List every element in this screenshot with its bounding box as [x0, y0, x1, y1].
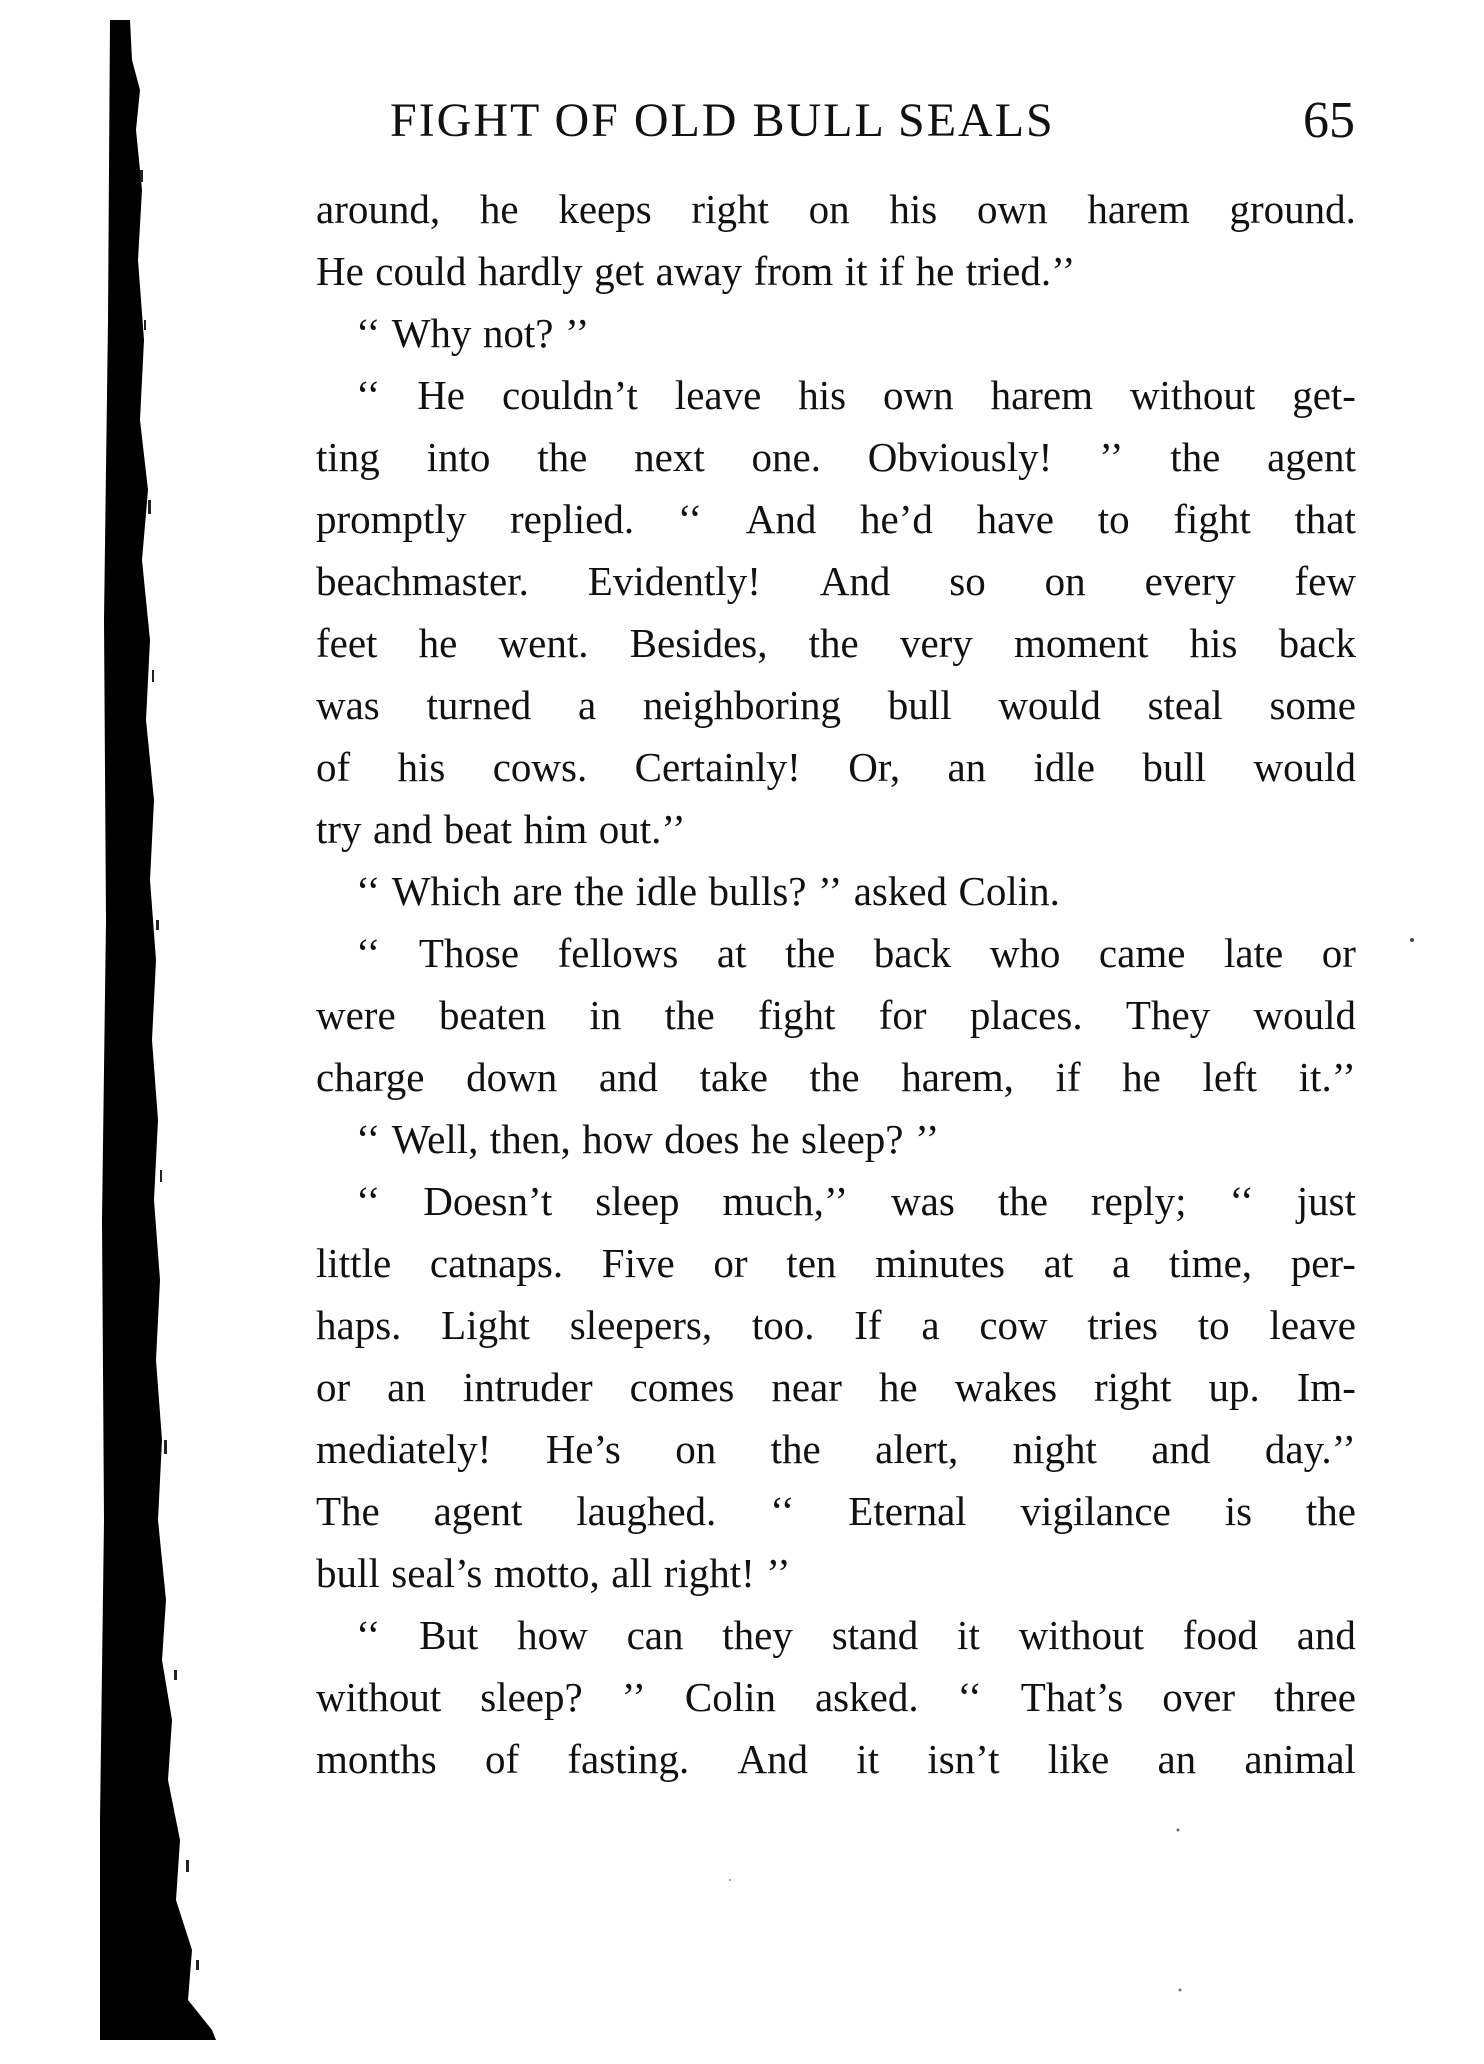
word: a: [921, 1302, 940, 1348]
word: would: [998, 682, 1101, 728]
word: could: [375, 248, 467, 294]
word: the: [664, 992, 715, 1038]
word: he: [915, 248, 955, 294]
word: ’’: [914, 1116, 940, 1162]
text-line: [316, 612, 1356, 674]
word: away: [655, 248, 743, 294]
word: he: [878, 1364, 918, 1410]
word: ’’: [817, 868, 843, 914]
word: Im-: [1296, 1364, 1356, 1410]
word: on: [1044, 558, 1086, 604]
word: it.’’: [1298, 1054, 1356, 1100]
word: idle: [1033, 744, 1095, 790]
word: Or,: [848, 744, 901, 790]
text-line: [316, 1294, 1356, 1356]
word: And: [745, 496, 817, 542]
word: an: [387, 1364, 426, 1410]
word: the: [1305, 1488, 1356, 1534]
word: just: [1296, 1178, 1356, 1224]
word: Obviously!: [867, 434, 1053, 480]
word: Evidently!: [587, 558, 761, 604]
word: But: [419, 1612, 479, 1658]
word: asked: [853, 868, 948, 914]
word: how: [582, 1116, 653, 1162]
word: He’s: [545, 1426, 621, 1472]
word: Eternal: [848, 1488, 967, 1534]
word: day.’’: [1264, 1426, 1356, 1472]
word: and: [1296, 1612, 1356, 1658]
word: beaten: [439, 992, 546, 1038]
text-line: [316, 1232, 1356, 1294]
word: too.: [751, 1302, 815, 1348]
word: like: [1047, 1736, 1110, 1782]
text-line: [316, 1728, 1356, 1790]
word: ‘‘: [356, 310, 381, 356]
word: an: [947, 744, 987, 790]
word: late: [1223, 930, 1284, 976]
word: and: [598, 1054, 659, 1100]
word: of: [484, 1736, 520, 1782]
word: without: [1129, 372, 1256, 418]
word: he: [1122, 1054, 1161, 1100]
word: at: [1043, 1240, 1074, 1286]
word: how: [517, 1612, 588, 1658]
running-head: FIGHT OF OLD BULL SEALS: [390, 94, 1055, 147]
word: food: [1182, 1612, 1258, 1658]
word: fellows: [557, 930, 679, 976]
word: They: [1125, 992, 1211, 1038]
word: Those: [418, 930, 520, 976]
word: ‘‘: [356, 930, 381, 976]
text-line: [316, 240, 1356, 302]
word: or: [713, 1240, 748, 1286]
word: on: [808, 186, 850, 232]
word: Besides,: [629, 620, 768, 666]
word: he: [418, 620, 458, 666]
word: ’’: [564, 310, 590, 356]
word: get: [594, 248, 645, 294]
word: ’’: [1099, 434, 1124, 480]
word: for: [878, 992, 927, 1038]
word: leave: [1269, 1302, 1356, 1348]
word: if: [879, 248, 905, 294]
word: was: [316, 682, 380, 728]
word: couldn’t: [501, 372, 638, 418]
word: keeps: [558, 186, 652, 232]
word: intruder: [462, 1364, 593, 1410]
word: and: [1151, 1426, 1211, 1472]
word: the: [809, 1054, 860, 1100]
word: harem,: [901, 1054, 1014, 1100]
word: right: [1094, 1364, 1172, 1410]
word: fight: [757, 992, 836, 1038]
word: Colin: [684, 1674, 777, 1720]
word: little: [316, 1240, 392, 1286]
word: ting: [316, 434, 380, 480]
word: his: [889, 186, 938, 232]
word: he: [479, 186, 519, 232]
word: reply;: [1090, 1178, 1187, 1224]
text-line: [316, 1666, 1356, 1728]
word: it: [856, 1736, 880, 1782]
word: they: [722, 1612, 793, 1658]
page-number: 65: [1303, 92, 1355, 149]
text-line: [316, 178, 1356, 240]
word: so: [949, 558, 986, 604]
word: came: [1098, 930, 1186, 976]
word: ‘‘: [356, 1116, 381, 1162]
word: to: [1097, 496, 1130, 542]
word: his: [397, 744, 446, 790]
word: who: [989, 930, 1061, 976]
text-line: [316, 860, 1356, 922]
word: animal: [1244, 1736, 1356, 1782]
word: was: [891, 1178, 955, 1224]
word: every: [1144, 558, 1236, 604]
word: stand: [831, 1612, 919, 1658]
text-line: [316, 674, 1356, 736]
word: without: [316, 1674, 442, 1720]
word: the: [1170, 434, 1221, 480]
text-line: [316, 1604, 1356, 1666]
word: minutes: [875, 1240, 1005, 1286]
word: harem: [990, 372, 1094, 418]
word: cows.: [492, 744, 588, 790]
word: over: [1162, 1674, 1236, 1720]
word: fasting.: [567, 1736, 690, 1782]
text-line: [316, 426, 1356, 488]
word: ‘‘: [356, 372, 381, 418]
word: night: [1012, 1426, 1097, 1472]
word: turned: [426, 682, 532, 728]
word: on: [675, 1426, 717, 1472]
word: ground.: [1229, 186, 1356, 232]
word: down: [466, 1054, 558, 1100]
word: isn’t: [927, 1736, 1000, 1782]
word: in: [589, 992, 622, 1038]
word: the: [997, 1178, 1048, 1224]
word: hardly: [477, 248, 583, 294]
word: vigilance: [1020, 1488, 1171, 1534]
word: try: [316, 806, 362, 852]
word: much,’’: [722, 1178, 849, 1224]
word: charge: [316, 1054, 425, 1100]
word: out.’’: [598, 806, 686, 852]
word: bull: [316, 1550, 380, 1596]
word: mediately!: [316, 1426, 492, 1472]
word: around,: [316, 186, 441, 232]
word: ’’: [766, 1550, 791, 1596]
text-line: [316, 736, 1356, 798]
word: And: [819, 558, 891, 604]
word: He: [417, 372, 466, 418]
word: ‘‘: [356, 1612, 381, 1658]
word: into: [426, 434, 491, 480]
word: and: [373, 806, 433, 852]
word: own: [883, 372, 954, 418]
word: agent: [433, 1488, 523, 1534]
word: he: [750, 1116, 790, 1162]
word: three: [1274, 1674, 1356, 1720]
word: time,: [1168, 1240, 1253, 1286]
word: then,: [489, 1116, 571, 1162]
word: him: [523, 806, 588, 852]
word: the: [770, 1426, 821, 1472]
word: Well,: [391, 1116, 479, 1162]
word: places.: [969, 992, 1083, 1038]
word: moment: [1013, 620, 1149, 666]
word: beachmaster.: [316, 558, 529, 604]
word: ’’: [621, 1674, 646, 1720]
word: months: [316, 1736, 437, 1782]
word: few: [1294, 558, 1356, 604]
word: to: [1197, 1302, 1230, 1348]
word: or: [1321, 930, 1356, 976]
word: per-: [1290, 1240, 1356, 1286]
word: are: [512, 868, 563, 914]
word: a: [577, 682, 597, 728]
text-line: [316, 1170, 1356, 1232]
word: if: [1055, 1054, 1081, 1100]
text-line: [316, 488, 1356, 550]
word: sleep: [595, 1178, 680, 1224]
word: the: [785, 930, 836, 976]
word: wakes: [954, 1364, 1058, 1410]
text-line: [316, 550, 1356, 612]
text-line: [316, 1356, 1356, 1418]
word: it: [844, 248, 868, 294]
word: If: [854, 1302, 882, 1348]
word: Which: [391, 868, 502, 914]
word: get-: [1292, 372, 1356, 418]
word: leave: [674, 372, 762, 418]
word: The: [316, 1488, 380, 1534]
word: ‘‘: [957, 1674, 982, 1720]
word: replied.: [510, 496, 635, 542]
word: harem: [1087, 186, 1190, 232]
word: haps.: [316, 1302, 402, 1348]
word: at: [716, 930, 747, 976]
word: Certainly!: [634, 744, 801, 790]
word: fight: [1173, 496, 1251, 542]
word: neighboring: [642, 682, 842, 728]
word: a: [1111, 1240, 1131, 1286]
word: very: [899, 620, 973, 666]
word: next: [634, 434, 705, 480]
word: left: [1202, 1054, 1258, 1100]
word: catnaps.: [429, 1240, 564, 1286]
word: ten: [786, 1240, 837, 1286]
word: sleep?: [480, 1674, 583, 1720]
word: asked.: [814, 1674, 919, 1720]
text-line: [316, 302, 1356, 364]
word: that: [1294, 496, 1356, 542]
word: idle: [635, 868, 698, 914]
text-line: [316, 1542, 1356, 1604]
word: tries: [1087, 1302, 1158, 1348]
word: ‘‘: [356, 1178, 381, 1224]
word: bulls?: [708, 868, 807, 914]
text-line: [316, 1046, 1356, 1108]
word: back: [873, 930, 952, 976]
word: motto,: [493, 1550, 600, 1596]
word: the: [808, 620, 859, 666]
word: Light: [441, 1302, 530, 1348]
word: tried.’’: [965, 248, 1076, 294]
word: own: [976, 186, 1048, 232]
word: is: [1224, 1488, 1253, 1534]
word: up.: [1208, 1364, 1260, 1410]
word: steal: [1147, 682, 1223, 728]
word: his: [1189, 620, 1238, 666]
word: right: [691, 186, 769, 232]
word: went.: [498, 620, 589, 666]
word: near: [771, 1364, 842, 1410]
word: Five: [601, 1240, 675, 1286]
binding-shadow: [96, 20, 236, 2040]
word: cow: [979, 1302, 1048, 1348]
word: ‘‘: [356, 868, 381, 914]
word: or: [316, 1364, 351, 1410]
word: right!: [663, 1550, 755, 1596]
word: agent: [1267, 434, 1356, 480]
word: And: [737, 1736, 809, 1782]
word: the: [537, 434, 588, 480]
text-line: [316, 1108, 1356, 1170]
word: ‘‘: [677, 496, 703, 542]
word: promptly: [316, 496, 467, 542]
word: Colin.: [958, 868, 1060, 914]
word: bull: [887, 682, 952, 728]
word: the: [574, 868, 625, 914]
word: sleep?: [801, 1116, 904, 1162]
word: comes: [629, 1364, 735, 1410]
text-line: [316, 798, 1356, 860]
word: an: [1157, 1736, 1197, 1782]
text-line: [316, 922, 1356, 984]
word: back: [1278, 620, 1356, 666]
word: bull: [1142, 744, 1207, 790]
text-line: [316, 984, 1356, 1046]
word: would: [1253, 992, 1356, 1038]
word: alert,: [875, 1426, 959, 1472]
word: take: [699, 1054, 768, 1100]
word: without: [1018, 1612, 1144, 1658]
word: beat: [443, 806, 512, 852]
word: it: [957, 1612, 980, 1658]
word: can: [626, 1612, 684, 1658]
word: he’d: [860, 496, 933, 542]
body-text: [316, 178, 1356, 1790]
word: of: [316, 744, 351, 790]
word: He: [316, 248, 364, 294]
word: Doesn’t: [423, 1178, 553, 1224]
word: Why: [391, 310, 472, 356]
word: sleepers,: [569, 1302, 713, 1348]
word: all: [611, 1550, 653, 1596]
text-line: [316, 1418, 1356, 1480]
word: feet: [316, 620, 378, 666]
word: seal’s: [391, 1550, 483, 1596]
word: would: [1253, 744, 1356, 790]
word: does: [664, 1116, 740, 1162]
page-header: [390, 86, 1355, 156]
word: were: [316, 992, 396, 1038]
word: his: [798, 372, 847, 418]
word: ‘‘: [770, 1488, 795, 1534]
text-line: [316, 1480, 1356, 1542]
word: from: [753, 248, 834, 294]
word: ‘‘: [1229, 1178, 1254, 1224]
word: one.: [751, 434, 821, 480]
word: laughed.: [576, 1488, 717, 1534]
word: not?: [482, 310, 554, 356]
word: some: [1269, 682, 1356, 728]
text-line: [316, 364, 1356, 426]
word: have: [976, 496, 1054, 542]
word: That’s: [1020, 1674, 1124, 1720]
